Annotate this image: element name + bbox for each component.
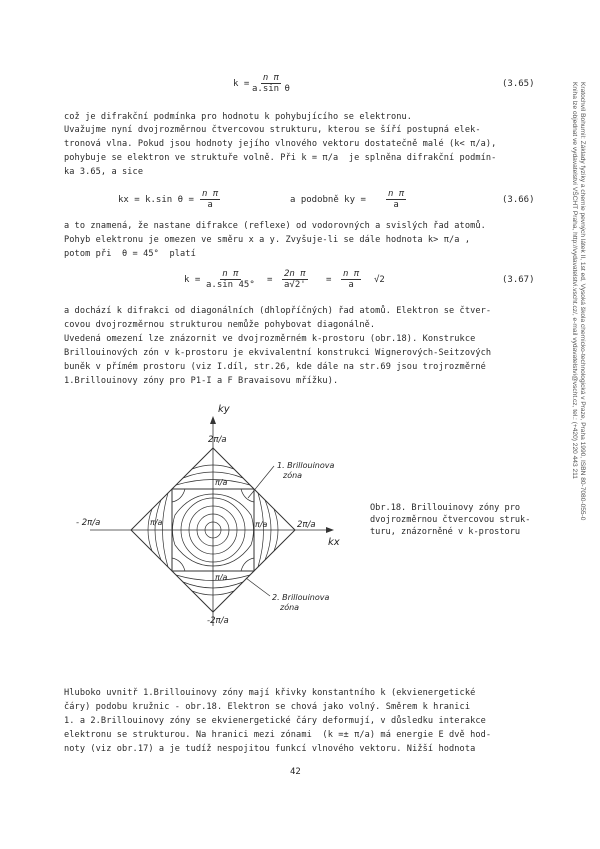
eq365-fraction (250, 73, 292, 94)
para1-line-3: tronová vlna. Pokud jsou hodnoty jejího vlnového vektoru dostatečně malé (k< π/a), (64, 139, 497, 149)
eq365-lhs: k = (233, 79, 250, 89)
eq367-fraction-3 (341, 269, 361, 290)
para3-line-3: Uvedená omezení lze znázornit ve dvojrozměrném k-prostoru (obr.18). Konstrukce (64, 334, 476, 344)
zone2-label: 2. Brillouinova (272, 593, 330, 602)
para4-line-2: čáry) podobu kružnic - obr.18. Elektron se chová jako volný. Směrem k hranici (64, 702, 471, 712)
eq366-num1: n π (202, 189, 219, 199)
eq367-fraction-1 (204, 269, 257, 290)
tick-bottom-outer: -2π/a (207, 616, 229, 626)
eq366-num2: n π (388, 189, 405, 199)
eq367-num1: n π (222, 269, 239, 279)
tick-right-outer: 2π/a (297, 520, 316, 530)
sidebar-line-1: Kratochvíl Bohumil: Základy fyziky a chemie pevných látek II, 1st ed, Vysoká škola chemicko-technologická v Praze, Praha 1990, ISBN 80-7080-055-0 (579, 82, 586, 521)
para3-line-6: 1.Brillouinovy zóny pro P1-I a F Bravaisovu mřížku). (64, 376, 339, 386)
tick-bottom-inner: π/a (215, 573, 228, 582)
corner-arc (172, 489, 185, 502)
para3-line-2: covou dvojrozměrnou strukturou nemůže pohybovat diagonálně. (64, 320, 376, 330)
zone1-leader (248, 466, 274, 498)
para2-line-3: potom při θ = 45° platí (64, 249, 196, 259)
page-number: 42 (290, 767, 301, 777)
eq366-den1: a (207, 200, 213, 210)
eq367-num2: 2n π (284, 269, 306, 279)
tick-top-outer: 2π/a (208, 435, 227, 445)
eq366-fraction-2 (386, 189, 406, 210)
caption-line-2: dvojrozměrnou čtvercovou struk- (370, 515, 531, 525)
brillouin-zone-figure (70, 390, 370, 630)
eq366-number: (3.66) (502, 195, 535, 205)
zone2-leader (246, 578, 270, 596)
kx-label: kx (328, 537, 340, 548)
kx-arrowhead (326, 527, 334, 533)
eq367-den3: a (348, 280, 354, 290)
figure-caption (370, 502, 570, 538)
eq366-mid: a podobně ky = (290, 195, 366, 205)
ky-arrowhead (210, 416, 216, 424)
eq367-num3: n π (343, 269, 360, 279)
zone1-label: 1. Brillouinova (277, 461, 335, 470)
zone1-label-2: zóna (283, 471, 303, 480)
para4-line-4: elektronu se strukturou. Na hranici mezi zónami (k =± π/a) má energie E dvě hod- (64, 730, 492, 740)
tick-top-inner: π/a (215, 478, 228, 487)
para3-line-4: Brillouinových zón v k-prostoru je ekvivalentní konstrukci Wignerových-Seitzových (64, 348, 492, 358)
para4-line-3: 1. a 2.Brillouinovy zóny se ekvienergetické čáry deformují, v důsledku interakce (64, 716, 486, 726)
corner-arc (172, 558, 185, 571)
eq365-num: n π (262, 73, 280, 83)
eq367-eq1: = (267, 275, 273, 285)
para3-line-5: buněk v přímém prostoru (viz I.díl, str.26, kde dále na str.69 jsou trojrozměrné (64, 362, 486, 372)
eq367-fraction-2 (282, 269, 308, 290)
eq367-eq2: = (326, 275, 332, 285)
eq366-left: kx = k.sin θ = (118, 195, 194, 205)
tick-left-outer: - 2π/a (76, 518, 101, 528)
para4-line-5: noty (viz obr.17) a je tudíž nespojitou funkcí vlnového vektoru. Nižší hodnota (64, 744, 476, 754)
eq367-tail: √2 (374, 275, 385, 285)
eq365-number: (3.65) (502, 79, 535, 89)
para4-line-1: Hluboko uvnitř 1.Brillouinovy zóny mají křivky konstantního k (ekvienergetické (64, 688, 476, 698)
eq367-number: (3.67) (502, 275, 535, 285)
ky-label: ky (218, 404, 230, 415)
para2-line-1: a to znamená, že nastane difrakce (reflexe) od vodorovných a svislých řad atomů. (64, 221, 486, 231)
corner-arc (241, 489, 254, 502)
para1-line-4: pohybuje se elektron ve struktuře volně. Při k = π/a je splněna difrakční podmín- (64, 153, 497, 163)
corner-arc (241, 558, 254, 571)
eq367-den2: a√2' (284, 280, 306, 290)
eq367-lhs: k = (184, 275, 201, 285)
para1-line-1: což je difrakční podmínka pro hodnotu k pohybujícího se elektronu. (64, 112, 413, 122)
para2-line-2: Pohyb elektronu je omezen ve směru x a y. Zvyšuje-li se dále hodnota k> π/a , (64, 235, 471, 245)
para1-line-5: ka 3.65, a sice (64, 167, 144, 177)
eq366-fraction-1 (200, 189, 220, 210)
sidebar-citation (572, 82, 586, 602)
para3-line-1: a dochází k difrakci od diagonálních (dhlopříčných) řad atomů. Elektron se čtver- (64, 306, 492, 316)
para1-line-2: Uvažujme nyní dvojrozměrnou čtvercovou strukturu, kterou se šíří postupná elek- (64, 125, 481, 135)
sidebar-line-2: Kniha lze objednat ve vydavatelství VŠCHT Praha, http://vydavatelstvi.vscht.cz/, e-mail vydavatelstvi@vscht.cz, tel.: (+420) 220 443 211 (571, 82, 578, 479)
eq367-den1: a.sin 45° (206, 280, 255, 290)
caption-line-3: turu, znázorněné v k-prostoru (370, 527, 521, 537)
tick-right-inner: π/a (255, 520, 268, 529)
caption-line-1: Obr.18. Brillouinovy zóny pro (370, 503, 521, 513)
eq366-den2: a (393, 200, 399, 210)
eq365-den: a.sin θ (252, 84, 290, 94)
tick-left-inner: π/a (150, 518, 163, 527)
zone2-label-2: zóna (280, 603, 300, 612)
